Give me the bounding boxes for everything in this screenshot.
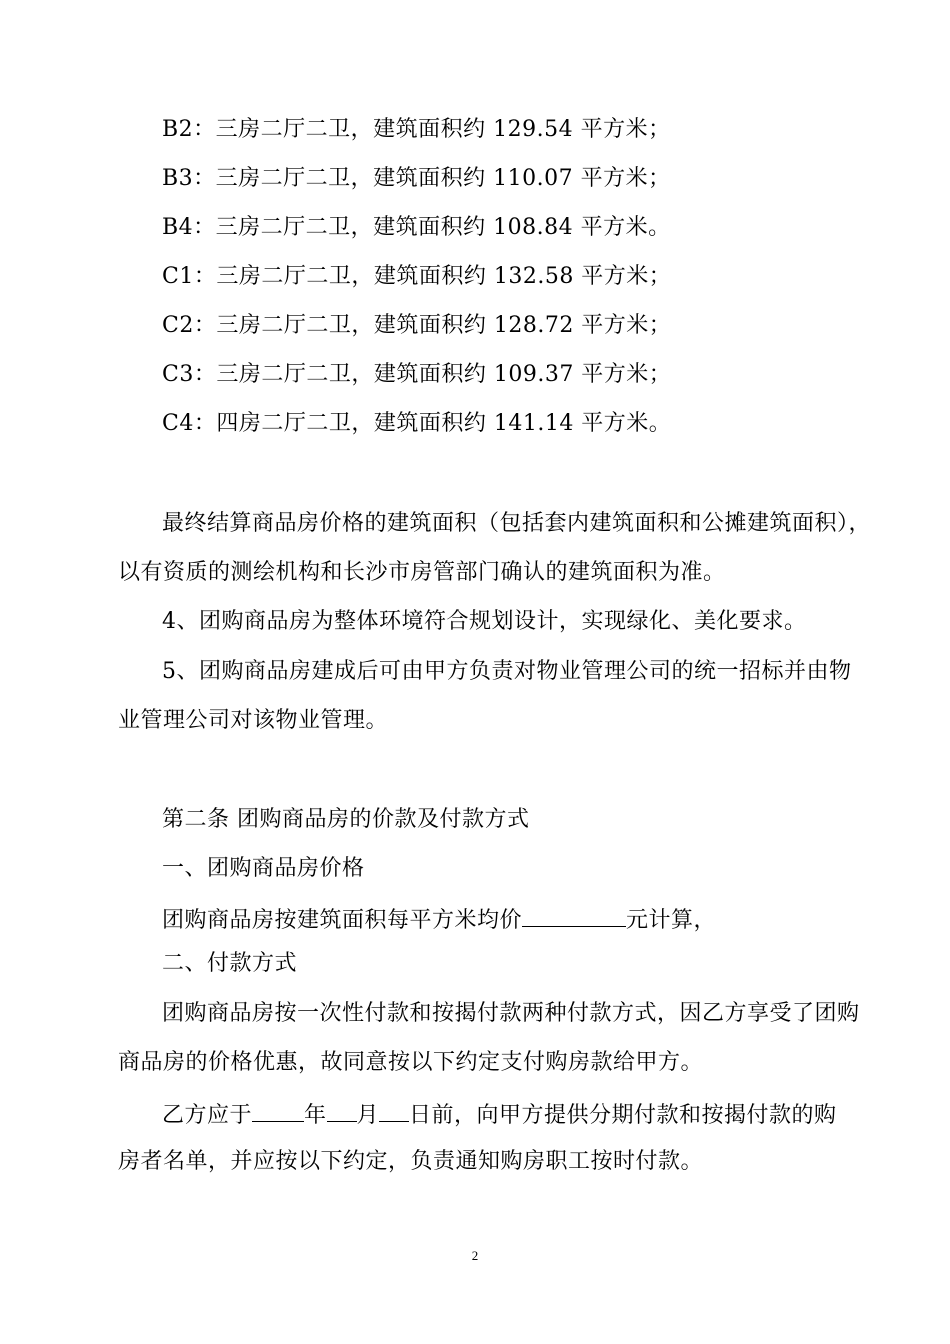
price-text-after: 元计算， <box>626 908 717 933</box>
section-1-title: 一、团购商品房价格 <box>162 856 365 881</box>
unit-code: C3： <box>162 362 217 387</box>
unit-code: B2： <box>162 117 216 142</box>
price-line <box>162 904 716 935</box>
unit-description: 三房二厅二卫，建筑面积约 128.72 平方米； <box>216 313 672 338</box>
unit-line-c1 <box>162 263 671 291</box>
settlement-line-1: 最终结算商品房价格的建筑面积（包括套内建筑面积和公摊建筑面积）， <box>162 511 872 536</box>
unit-code: C4： <box>162 411 217 436</box>
day-suffix: 日前，向甲方提供分期付款和按揭付款的购 <box>409 1103 837 1128</box>
unit-code: C2： <box>162 313 217 338</box>
unit-line-b2 <box>162 116 671 144</box>
unit-description: 三房二厅二卫，建筑面积约 110.07 平方米； <box>215 166 671 191</box>
unit-code: B4： <box>162 215 216 240</box>
year-label: 年 <box>304 1103 327 1128</box>
day-blank[interactable] <box>379 1099 409 1122</box>
item-5-line-2: 业管理公司对该物业管理。 <box>118 708 389 733</box>
month-blank[interactable] <box>327 1099 357 1122</box>
unit-code: B3： <box>162 166 216 191</box>
unit-description: 三房二厅二卫，建筑面积约 109.37 平方米； <box>216 362 672 387</box>
unit-description: 三房二厅二卫，建筑面积约 129.54 平方米； <box>215 117 671 142</box>
year-blank[interactable] <box>252 1099 304 1122</box>
price-text-before: 团购商品房按建筑面积每平方米均价 <box>162 908 523 933</box>
deadline-prefix: 乙方应于 <box>162 1103 253 1128</box>
page-number: 2 <box>471 1248 479 1263</box>
unit-line-b3 <box>162 165 671 193</box>
unit-line-c3 <box>162 361 671 389</box>
unit-line-c4 <box>162 410 671 438</box>
payment-line-1: 团购商品房按一次性付款和按揭付款两种付款方式，因乙方享受了团购 <box>162 1001 860 1026</box>
payment-line-2: 商品房的价格优惠，故同意按以下约定支付购房款给甲方。 <box>118 1050 704 1075</box>
settlement-line-2: 以有资质的测绘机构和长沙市房管部门确认的建筑面积为准。 <box>118 560 726 585</box>
month-label: 月 <box>356 1103 380 1128</box>
deadline-line-1 <box>162 1099 837 1130</box>
price-blank[interactable] <box>522 904 626 927</box>
unit-description: 三房二厅二卫，建筑面积约 108.84 平方米。 <box>215 215 671 240</box>
item-5-line-1: 5、团购商品房建成后可由甲方负责对物业管理公司的统一招标并由物 <box>162 659 852 684</box>
unit-description: 三房二厅二卫，建筑面积约 132.58 平方米； <box>216 264 672 289</box>
section-2-title: 二、付款方式 <box>162 951 298 976</box>
item-4: 4、团购商品房为整体环境符合规划设计，实现绿化、美化要求。 <box>162 609 807 634</box>
unit-description: 四房二厅二卫，建筑面积约 141.14 平方米。 <box>216 411 672 436</box>
unit-line-b4 <box>162 214 671 242</box>
article-2-title: 第二条 团购商品房的价款及付款方式 <box>162 807 530 832</box>
unit-code: C1： <box>162 264 217 289</box>
deadline-line-2: 房者名单，并应按以下约定，负责通知购房职工按时付款。 <box>118 1149 704 1174</box>
unit-line-c2 <box>162 312 671 340</box>
